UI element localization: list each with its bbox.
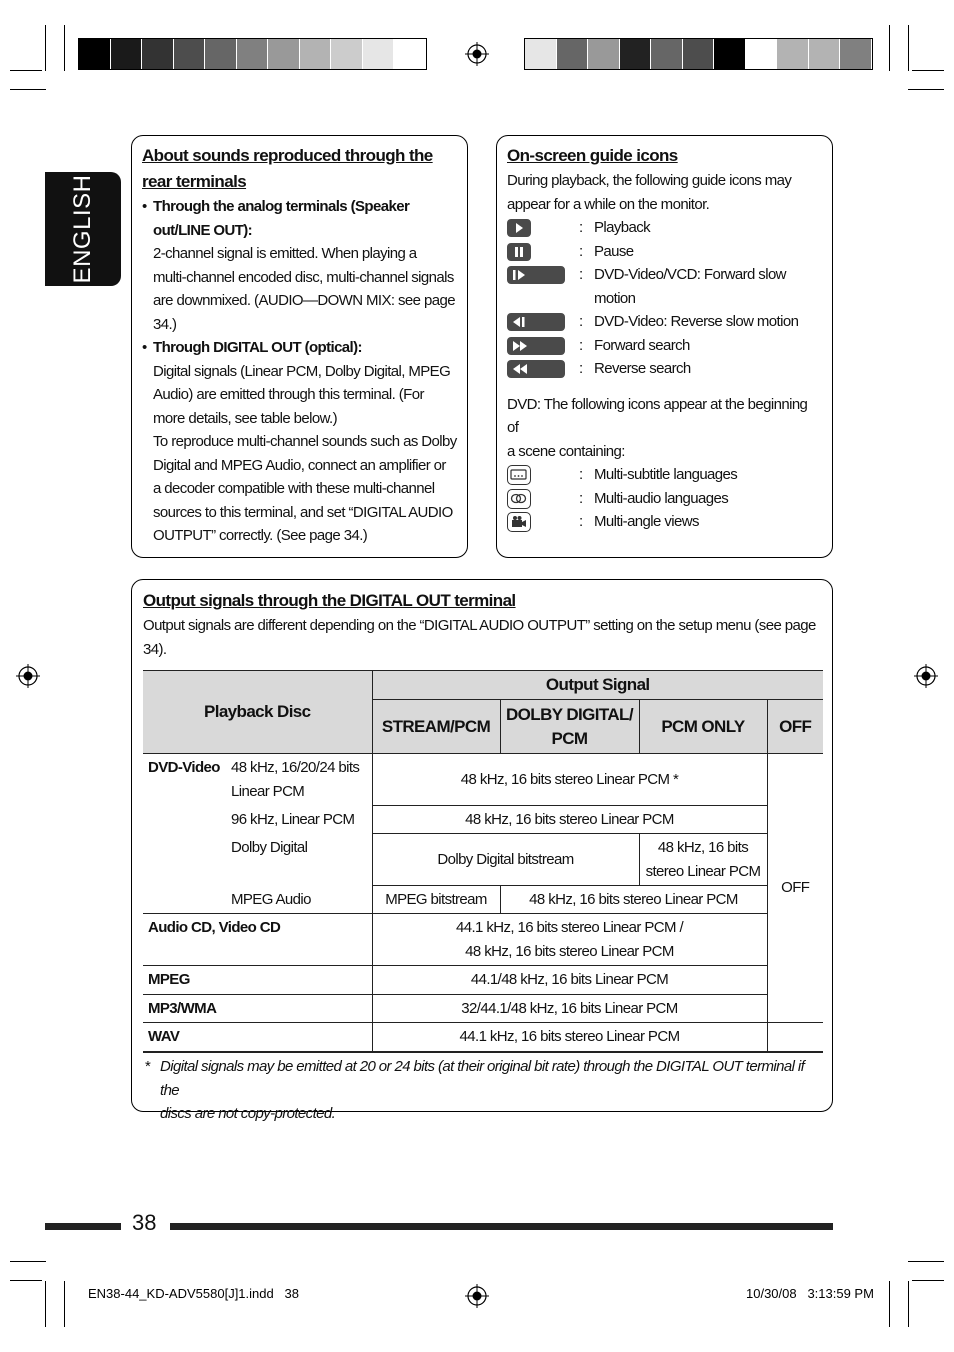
multi-angle-icon (507, 512, 531, 532)
crop-mark (908, 25, 909, 71)
guide-label: Forward search (594, 336, 690, 354)
color-swatch (557, 39, 589, 69)
color-swatch (300, 39, 332, 69)
footnote-mark: * (145, 1058, 151, 1075)
output-value: 48 kHz, 16 bits stereo Linear PCM * (372, 754, 767, 806)
section-title-line: About sounds reproduced through the (142, 146, 433, 165)
color-calibration-bar-left (78, 38, 427, 70)
guide-row-forward-slow (507, 263, 822, 310)
color-swatch (394, 39, 426, 69)
body-line: multi-channel encoded disc, multi-channel signals (153, 268, 454, 286)
crop-mark (64, 25, 65, 71)
colon: : (579, 242, 583, 260)
cell-line: 48 kHz, 16/20/24 bits (231, 759, 360, 776)
section-title: On-screen guide icons (507, 146, 678, 165)
section-title-line: rear terminals (142, 172, 247, 191)
crop-mark (45, 1281, 46, 1327)
language-tab-label: ENGLISH (69, 174, 96, 284)
color-swatch (809, 39, 841, 69)
guide-label: Multi-angle views (594, 513, 699, 530)
color-swatch (268, 39, 300, 69)
color-swatch (651, 39, 683, 69)
guide-label: DVD-Video: Reverse slow motion (594, 313, 799, 330)
multi-subtitle-icon (507, 465, 531, 485)
section-title (142, 143, 457, 195)
crop-mark (908, 1261, 944, 1262)
bullet-heading: Through DIGITAL OUT (optical): (153, 339, 362, 356)
guide-icons-box (496, 135, 833, 558)
header-off: OFF (767, 700, 823, 754)
disc-format: Dolby Digital (226, 834, 372, 886)
bullet-digital (142, 336, 457, 548)
table-row (143, 886, 823, 914)
body-line: a decoder compatible with these multi-channel (153, 480, 435, 497)
disc-mp3-wma: MP3/WMA (143, 994, 372, 1023)
off-value-cell (767, 1023, 823, 1052)
guide-row-forward-search (507, 334, 822, 358)
footer-rule-left (45, 1223, 121, 1230)
bullet-heading-line: Through the analog terminals (Speaker (153, 198, 410, 215)
body-line: OUTPUT” correctly. (See page 34.) (153, 527, 368, 544)
table-row (143, 994, 823, 1023)
colon: : (579, 266, 583, 283)
output-value: 44.1/48 kHz, 16 bits Linear PCM (372, 966, 767, 995)
header-output-signal: Output Signal (372, 671, 823, 700)
color-swatch (142, 39, 174, 69)
color-swatch (620, 39, 652, 69)
pause-icon (507, 243, 531, 261)
registration-mark-icon (914, 664, 938, 688)
guide-row-reverse-slow (507, 310, 822, 334)
color-swatch (174, 39, 206, 69)
crop-mark (889, 1281, 890, 1327)
multi-audio-icon (507, 489, 531, 509)
bullet-heading-line: out/LINE OUT): (153, 221, 253, 239)
guide-row-multi-audio (507, 487, 822, 511)
colon: : (579, 313, 583, 330)
header-line: PCM (551, 728, 588, 748)
color-swatch (363, 39, 395, 69)
footnote-line: discs are not copy-protected. (160, 1105, 336, 1122)
colon: : (579, 513, 583, 530)
cell-line: 44.1 kHz, 16 bits stereo Linear PCM / (455, 919, 684, 936)
crop-mark (912, 70, 944, 71)
footnote-line: Digital signals may be emitted at 20 or 24 bits (at their original bit rate) through the DIGITAL OUT terminal if the (160, 1058, 805, 1099)
output-value (372, 914, 767, 966)
body-line: 2-channel signal is emitted. When playing a (153, 245, 417, 262)
colon: : (579, 336, 583, 354)
body-line: Digital and MPEG Audio, connect an amplifier or (153, 456, 446, 474)
color-swatch (525, 39, 557, 69)
table-row (143, 754, 823, 806)
output-signal-table (143, 670, 823, 1052)
guide-row-multi-angle (507, 510, 822, 534)
body-line: 34.) (153, 315, 177, 333)
section-title: Output signals through the DIGITAL OUT terminal (143, 591, 516, 610)
body-line: are downmixed. (AUDIO—DOWN MIX: see page (153, 292, 455, 309)
crop-mark (908, 1281, 909, 1327)
color-swatch (237, 39, 269, 69)
guide-row-playback (507, 216, 822, 240)
body-line: a scene containing: (507, 442, 625, 460)
header-line: DOLBY DIGITAL/ (506, 705, 633, 724)
crop-mark (10, 1261, 46, 1262)
colon: : (579, 466, 583, 483)
body-line: DVD: The following icons appear at the beginning of (507, 395, 808, 436)
body-line: Audio) are emitted through this terminal. (For (153, 386, 424, 403)
output-value: 48 kHz, 16 bits stereo Linear PCM (372, 806, 767, 834)
cell-line: 48 kHz, 16 bits (657, 839, 749, 856)
page-number: 38 (132, 1210, 157, 1235)
crop-mark (10, 89, 46, 90)
cell-line: Linear PCM (231, 782, 305, 800)
color-swatch (840, 39, 872, 69)
disc-wav: WAV (143, 1023, 372, 1052)
table-row (143, 834, 823, 886)
guide-row-multi-subtitle (507, 463, 822, 487)
guide-label: DVD-Video/VCD: Forward slow (594, 266, 786, 283)
body-line: Digital signals (Linear PCM, Dolby Digital, MPEG (153, 362, 451, 380)
bullet-dot: • (142, 339, 147, 356)
registration-mark-icon (465, 1284, 489, 1308)
output-value: Dolby Digital bitstream (372, 834, 639, 886)
color-swatch (746, 39, 778, 69)
disc-format (226, 754, 372, 806)
footer-rule-right (170, 1223, 833, 1230)
color-swatch (111, 39, 143, 69)
table-row (143, 966, 823, 995)
crop-mark (908, 89, 944, 90)
body-line: 34). (143, 640, 167, 658)
disc-mpeg: MPEG (143, 966, 372, 995)
color-swatch (683, 39, 715, 69)
output-value: 44.1 kHz, 16 bits stereo Linear PCM (372, 1023, 767, 1052)
colon: : (579, 360, 583, 377)
crop-mark (64, 1281, 65, 1327)
color-swatch (205, 39, 237, 69)
digital-out-signals-box (131, 579, 833, 1122)
color-swatch (714, 39, 746, 69)
crop-mark (912, 1280, 944, 1281)
disc-audio-cd: Audio CD, Video CD (143, 914, 372, 966)
guide-label: Multi-audio languages (594, 489, 729, 507)
bullet-dot: • (142, 198, 147, 215)
body-line: To reproduce multi-channel sounds such as Dolby (153, 433, 457, 450)
crop-mark (10, 1280, 42, 1281)
table-footnote (143, 1052, 823, 1126)
disc-format: MPEG Audio (226, 886, 372, 914)
table-row (143, 806, 823, 834)
cell-line: 48 kHz, 16 bits stereo Linear PCM (465, 942, 674, 960)
guide-label: Pause (594, 242, 634, 260)
body-line: appear for a while on the monitor. (507, 195, 710, 213)
cell-line: stereo Linear PCM (645, 862, 761, 880)
output-value: 48 kHz, 16 bits stereo Linear PCM (500, 886, 767, 914)
color-swatch (79, 39, 111, 69)
language-tab (45, 172, 121, 286)
body-line: sources to this terminal, and set “DIGITAL AUDIO (153, 503, 453, 521)
guide-label: Playback (594, 219, 651, 236)
play-icon (507, 219, 531, 237)
crop-mark (45, 25, 46, 71)
bullet-heading (153, 195, 457, 242)
guide-row-reverse-search (507, 357, 822, 381)
color-calibration-bar-right (524, 38, 873, 70)
header-pcm-only: PCM ONLY (639, 700, 767, 754)
body-line: Output signals are different depending on the “DIGITAL AUDIO OUTPUT” setting on the setup menu (see page (143, 617, 816, 634)
reverse-slow-icon (507, 313, 565, 331)
table-row (143, 914, 823, 966)
output-value: 32/44.1/48 kHz, 16 bits Linear PCM (372, 994, 767, 1023)
header-playback-disc: Playback Disc (143, 671, 372, 754)
guide-label: Multi-subtitle languages (594, 466, 738, 483)
file-slug: EN38-44_KD-ADV5580[J]1.indd 38 (88, 1286, 300, 1301)
color-swatch (588, 39, 620, 69)
colon: : (579, 219, 583, 236)
output-value: MPEG bitstream (372, 886, 500, 914)
forward-search-icon (507, 337, 565, 355)
header-stream-pcm: STREAM/PCM (372, 700, 500, 754)
crop-mark (10, 70, 42, 71)
color-swatch (331, 39, 363, 69)
forward-slow-icon (507, 266, 565, 284)
guide-row-pause (507, 240, 822, 264)
colon: : (579, 489, 583, 507)
body-line: During playback, the following guide icons may (507, 172, 792, 189)
rear-terminal-sounds-box (131, 135, 468, 558)
crop-mark (889, 25, 890, 71)
guide-label: Reverse search (594, 360, 691, 377)
off-value: OFF (767, 754, 823, 1023)
registration-mark-icon (16, 664, 40, 688)
table-row (143, 1023, 823, 1052)
output-value (639, 834, 767, 886)
guide-label: motion (594, 289, 636, 307)
bullet-analog (142, 195, 457, 336)
registration-mark-icon (465, 42, 489, 66)
disc-format: 96 kHz, Linear PCM (226, 806, 372, 834)
header-dolby-digital-pcm (500, 700, 639, 754)
color-swatch (777, 39, 809, 69)
disc-dvd-video: DVD-Video (143, 754, 226, 914)
reverse-search-icon (507, 360, 565, 378)
date-slug: 10/30/08 3:13:59 PM (746, 1286, 874, 1301)
body-line: more details, see table below.) (153, 409, 338, 427)
